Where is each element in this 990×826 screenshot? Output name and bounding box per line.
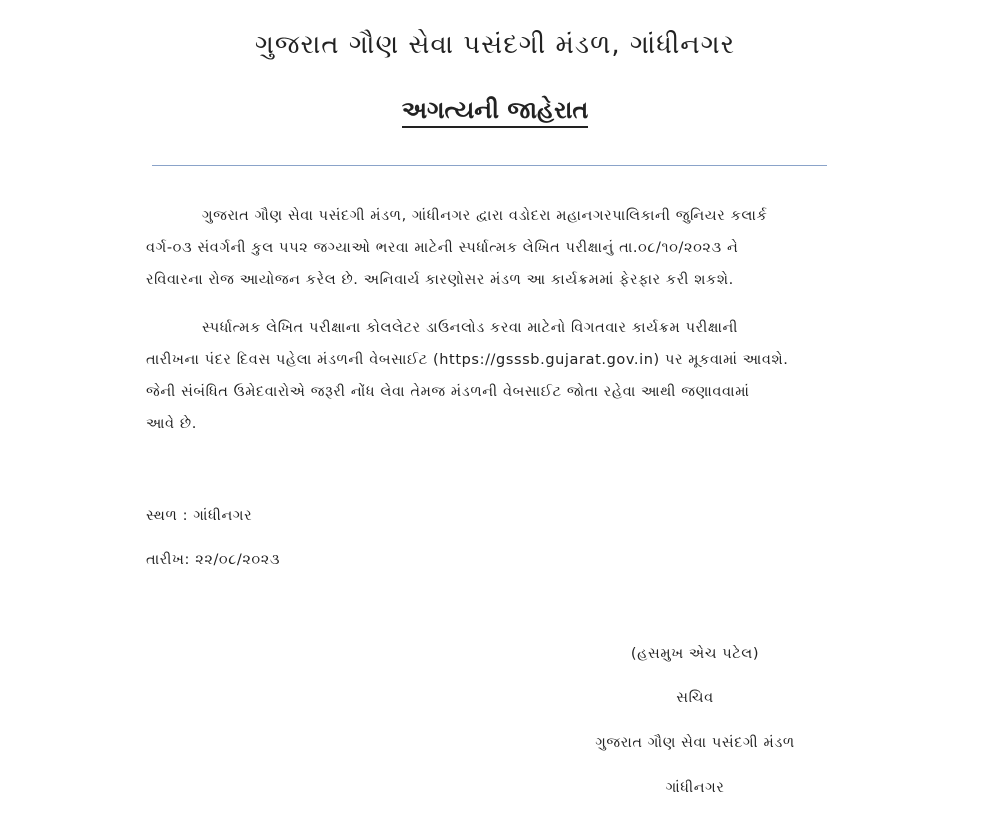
paragraph-line: જેની સંબંધિત ઉમેદવારોએ જરૂરી નોંધ લેવા તેમજ મંડળની વેબસાઈટ જોતા રહેવા આથી જણાવવામાં: [146, 384, 750, 400]
signatory-city: ગાંધીનગર: [665, 780, 725, 796]
notice-heading: [0, 96, 990, 124]
paragraph-exam-schedule: [146, 200, 856, 296]
place-label: સ્થળ : ગાંધીનગર: [146, 508, 253, 524]
paragraph-line: ગુજરાત ગૌણ સેવા પસંદગી મંડળ, ગાંધીનગર દ્વારા વડોદરા મહાનગરપાલિકાની જુનિયર કલાર્ક: [202, 208, 768, 224]
org-title: ગુજરાત ગૌણ સેવા પસંદગી મંડળ, ગાંધીનગર: [254, 30, 736, 60]
signatory-name: (હસમુખ એચ પટેલ): [630, 646, 760, 662]
divider-line: [152, 165, 827, 166]
signatory-org: ગુજરાત ગૌણ સેવા પસંદગી મંડળ: [595, 735, 795, 751]
notice-heading-text: અગત્યની જાહેરાત: [402, 96, 589, 128]
signatory-title: સચિવ: [676, 690, 714, 706]
paragraph-line: રવિવારના રોજ આયોજન કરેલ છે. અનિવાર્ય કારણોસર મંડળ આ કાર્યક્રમમાં ફેરફાર કરી શકશે.: [146, 272, 734, 288]
paragraph-call-letter: [146, 312, 856, 440]
paragraph-line: આવે છે.: [146, 416, 197, 432]
date-label: તારીખ: ૨૨/૦૮/૨૦૨૩: [146, 552, 281, 568]
paragraph-line: વર્ગ-૦૩ સંવર્ગની કુલ ૫૫૨ જગ્યાઓ ભરવા માટેની સ્પર્ધાત્મક લેખિત પરીક્ષાનું તા.૦૮/૧૦/૨૦૨૩ ને: [146, 240, 739, 256]
paragraph-line: સ્પર્ધાત્મક લેખિત પરીક્ષાના કોલલેટર ડાઉનલોડ કરવા માટેનો વિગતવાર કાર્યક્રમ પરીક્ષાની: [202, 320, 739, 336]
paragraph-line: તારીખના પંદર દિવસ પહેલા મંડળની વેબસાઈટ (https://gsssb.gujarat.gov.in) પર મૂકવામાં આવશે.: [146, 352, 789, 368]
